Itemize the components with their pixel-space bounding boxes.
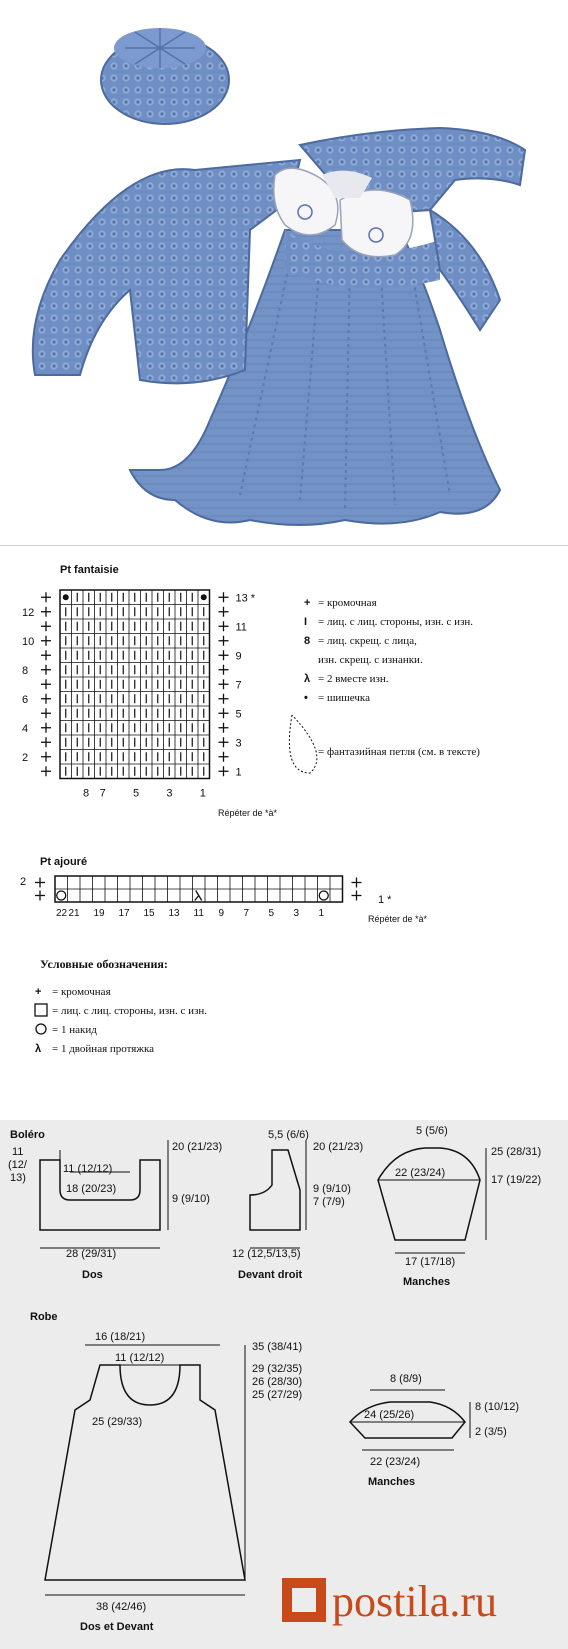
legend-symbol: + [35, 986, 42, 998]
robe-dos-piece [45, 1331, 302, 1633]
bolero-manches-right-b: 17 (19/22) [491, 1174, 542, 1186]
pattern-pieces-section [0, 1120, 568, 1649]
fantaisie-chart-section [0, 548, 568, 838]
fantaisie-row-number: 4 [22, 722, 29, 735]
ajoure-col-number: 17 [118, 908, 130, 919]
robe-manches-right-a: 8 (10/12) [475, 1401, 520, 1413]
bolero-dos-left-a: 11 [12, 1146, 24, 1158]
bolero-dos-right-top: 20 (21/23) [172, 1141, 223, 1153]
bolero-dos-mid: 18 (20/23) [66, 1183, 117, 1195]
legend-text: = 1 двойная протяжка [52, 1043, 155, 1055]
bolero-dos-top: 11 (12/12) [63, 1163, 113, 1175]
bolero-manches-mid: 22 (23/24) [395, 1167, 446, 1179]
legend-text: = кромочная [52, 986, 111, 998]
fantaisie-col-number: 5 [133, 787, 140, 800]
fantaisie-row-numbers-left [22, 607, 34, 764]
robe-dos-right-measure: 25 (27/29) [252, 1389, 303, 1401]
bolero-manches-label: Manches [403, 1276, 451, 1288]
fantaisie-row-number: 3 [235, 737, 242, 750]
legend-symbol: λ [35, 1043, 42, 1055]
bolero-devant-top: 5,5 (6/6) [268, 1129, 309, 1141]
ajoure-repeat-label: Répéter de *à* [368, 914, 428, 924]
fantaisie-row-number: 12 [22, 606, 35, 619]
ajoure-row-right: 1 * [378, 894, 392, 906]
bolero-devant-right-a: 9 (9/10) [313, 1183, 351, 1195]
fantaisie-repeat-label: Répéter de *à* [218, 808, 278, 818]
robe-manches-mid: 24 (25/26) [364, 1409, 415, 1421]
legend-text: = лиц. скрещ. с лица, [318, 635, 417, 647]
legend-symbol: λ [304, 673, 311, 685]
fantaisie-row-number: 6 [22, 693, 29, 706]
robe-dos-top1: 16 (18/21) [95, 1331, 146, 1343]
ajoure-col-number: 7 [243, 908, 250, 919]
robe-manches-piece [350, 1373, 519, 1488]
ajoure-col-number: 19 [93, 908, 105, 919]
ajoure-grid [35, 876, 362, 902]
ajoure-col-number: 13 [168, 908, 180, 919]
legend-text: = фантазийная петля (см. в тексте) [318, 746, 480, 758]
bolero-devant-right-b: 7 (7/9) [313, 1196, 345, 1208]
fantaisie-col-number: 1 [199, 787, 206, 800]
fantaisie-row-number: 10 [22, 635, 35, 648]
robe-dos-right-measure: 35 (38/41) [252, 1341, 303, 1353]
fantaisie-chart [0, 548, 568, 838]
fantaisie-row-number: 2 [22, 751, 29, 764]
ajoure-col-number: 3 [293, 908, 300, 919]
legend-symbol: + [304, 597, 311, 609]
ajoure-col-number: 9 [218, 908, 225, 919]
hat [101, 28, 229, 124]
ajoure-chart-section [0, 840, 568, 1080]
ajoure-col-number: 21 [68, 908, 80, 919]
robe-dos-label: Dos et Devant [80, 1621, 154, 1633]
fantaisie-col-number: 7 [99, 787, 106, 800]
legend-text: = 2 вместе изн. [318, 673, 389, 685]
legend-symbol: 8 [304, 635, 311, 647]
ajoure-legend [35, 986, 207, 1055]
fantaisie-row-number: 8 [22, 664, 29, 677]
robe-dos-right-measures [252, 1341, 302, 1401]
bolero-dos-piece [8, 1140, 222, 1281]
ajoure-col-number: 11 [193, 908, 204, 919]
separator [0, 545, 568, 546]
legend-text: = кромочная [318, 597, 377, 609]
watermark-text: postila.ru [332, 1577, 497, 1626]
fantaisie-row-number: 7 [235, 679, 242, 692]
bolero-dos-left-b: (12/ [8, 1159, 27, 1171]
robe-dos-right-measure: 29 (32/35) [252, 1363, 303, 1375]
robe-manches-label: Manches [368, 1476, 416, 1488]
robe-dos-mid: 25 (29/33) [92, 1416, 143, 1428]
ajoure-col-number: 15 [143, 908, 155, 919]
robe-manches-right-b: 2 (3/5) [475, 1426, 507, 1438]
legend-symbol: I [304, 616, 308, 628]
bolero-devant-right-top: 20 (21/23) [313, 1141, 364, 1153]
fantaisie-row-number: 5 [235, 708, 242, 721]
robe-manches-top: 8 (8/9) [390, 1373, 422, 1385]
robe-manches-bottom: 22 (23/24) [370, 1456, 421, 1468]
bolero-devant-bottom: 12 (12,5/13,5) [232, 1248, 301, 1260]
legend-symbol: • [304, 692, 308, 704]
fantaisie-row-number: 9 [235, 650, 242, 663]
fantaisie-title: Pt fantaisie [60, 564, 119, 576]
legend-text: изн. скрещ. с изнанки. [318, 654, 423, 666]
pattern-pieces [0, 1120, 568, 1649]
legend-text: = 1 накид [52, 1024, 97, 1036]
fantaisie-column-numbers [83, 788, 206, 800]
robe-dos-right-measure: 26 (28/30) [252, 1376, 303, 1388]
bolero-devant-piece [232, 1129, 363, 1281]
bolero-dos-bottom: 28 (29/31) [66, 1248, 117, 1260]
legend-text: = лиц. с лиц. стороны, изн. с изн. [52, 1005, 208, 1017]
fantaisie-row-number: 11 [235, 621, 247, 634]
legend-text: = лиц. с лиц. стороны, изн. с изн. [318, 616, 474, 628]
ajoure-row-left: 2 [20, 876, 27, 888]
fantaisie-row-number: 13 * [235, 592, 256, 605]
ajoure-col-number: 5 [268, 908, 275, 919]
ajoure-column-numbers [56, 908, 325, 919]
robe-dos-top2: 11 (12/12) [115, 1352, 165, 1364]
robe-title: Robe [30, 1311, 58, 1323]
bolero-devant-label: Devant droit [238, 1269, 303, 1281]
ajoure-col-number: 22 [56, 908, 68, 919]
bolero-title: Boléro [10, 1129, 45, 1141]
bolero-dos-left-c: 13) [10, 1172, 26, 1184]
garment-photo [0, 0, 568, 540]
ajoure-legend-title: Условные обозначения: [40, 957, 168, 971]
ajoure-col-number: 1 [318, 908, 325, 919]
ajoure-title: Pt ajouré [40, 856, 88, 868]
fantaisie-legend [289, 597, 480, 773]
robe-dos-bottom: 38 (42/46) [96, 1601, 147, 1613]
legend-text: = шишечка [318, 692, 370, 704]
postila-logo [282, 1577, 497, 1626]
ajoure-chart [0, 840, 568, 1080]
fantaisie-col-number: 3 [166, 787, 173, 800]
fantaisie-col-number: 8 [83, 787, 90, 800]
bolero-manches-right-a: 25 (28/31) [491, 1146, 542, 1158]
fantaisie-row-number: 1 [235, 766, 242, 779]
bolero-manches-piece [378, 1125, 541, 1288]
bolero-dos-right-mid: 9 (9/10) [172, 1193, 210, 1205]
fantaisie-row-numbers-right [236, 592, 256, 778]
garment-illustration [0, 0, 568, 540]
bolero-dos-label: Dos [82, 1269, 103, 1281]
fantaisie-grid [41, 590, 229, 779]
bolero-manches-top: 5 (5/6) [416, 1125, 448, 1137]
bolero-manches-bottom: 17 (17/18) [405, 1256, 456, 1268]
